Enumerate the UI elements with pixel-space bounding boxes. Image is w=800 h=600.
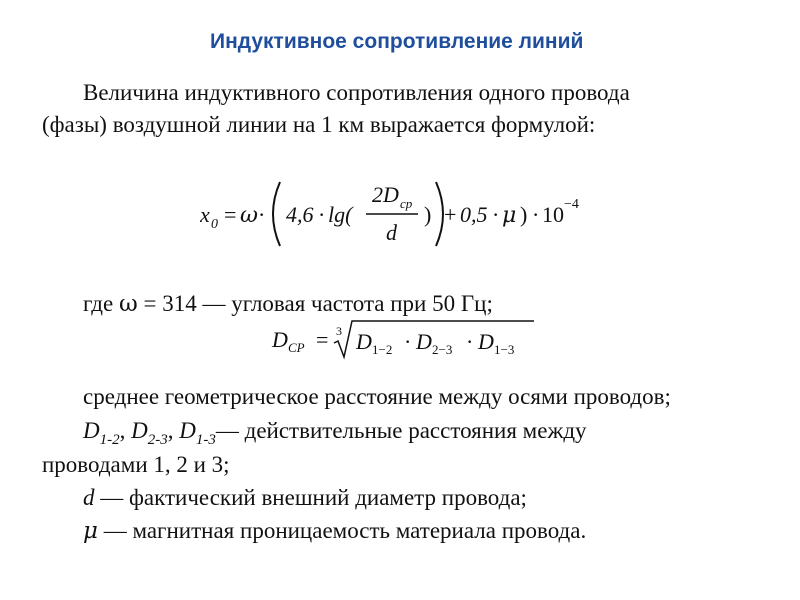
def-d12-sub: 1-2 bbox=[99, 432, 120, 448]
def-d-text: — фактический внешний диаметр провода; bbox=[94, 485, 527, 510]
def-d23: D bbox=[131, 418, 148, 443]
def-mu-text: — магнитная проницаемость материала провода. bbox=[97, 518, 587, 543]
mean-distance-formula bbox=[268, 317, 548, 361]
def-mu-symbol: μ bbox=[83, 518, 98, 544]
formula-lg: lg( bbox=[328, 202, 353, 227]
def-distances-line-1 bbox=[83, 414, 587, 451]
formula-c2: 0,5 bbox=[460, 202, 488, 227]
dcp-lhs: D bbox=[272, 327, 288, 352]
def-mean-distance: среднее геометрическое расстояние между осями проводов; bbox=[83, 384, 671, 409]
big-left-paren bbox=[273, 182, 280, 246]
formula-dcp-svg bbox=[268, 317, 548, 361]
omega-symbol: ω bbox=[118, 291, 138, 317]
def-diameter bbox=[83, 481, 527, 514]
formula-dot-2: · bbox=[318, 202, 326, 227]
def-d23-sub: 2-3 bbox=[147, 432, 168, 448]
def-d13-sub: 1-3 bbox=[195, 432, 216, 448]
dcp-d1: D bbox=[356, 329, 372, 354]
def-sep-1: , bbox=[119, 418, 132, 443]
slide-title: Индуктивное сопротивление линий bbox=[210, 30, 584, 53]
formula-mu: μ bbox=[502, 203, 517, 228]
intro-line-1: Величина индуктивного сопротивления одного провода bbox=[83, 80, 630, 105]
inductive-reactance-formula bbox=[200, 178, 620, 250]
big-right-paren bbox=[436, 182, 443, 246]
formula-eq: = bbox=[224, 202, 237, 227]
formula-plus: + bbox=[444, 202, 457, 227]
formula-num: 2D bbox=[372, 182, 399, 207]
formula-lhs: x bbox=[200, 202, 210, 227]
formula-close-1: ) bbox=[424, 202, 432, 227]
formula-dot-3: · bbox=[492, 202, 500, 227]
formula-dot-4: · bbox=[532, 202, 540, 227]
omega-line bbox=[83, 287, 493, 321]
dcp-root-index: 3 bbox=[336, 324, 342, 338]
formula-c1: 4,6 bbox=[286, 202, 314, 227]
dcp-dot-1: · bbox=[404, 329, 412, 354]
def-d12: D bbox=[83, 418, 100, 443]
formula-den: d bbox=[386, 220, 397, 245]
dcp-d2: D bbox=[416, 329, 432, 354]
def-d-symbol: d bbox=[83, 485, 95, 510]
formula-omega: ω bbox=[240, 203, 258, 228]
dcp-d1-sub: 1−2 bbox=[372, 342, 393, 357]
def-permeability bbox=[83, 514, 586, 548]
def-distances-line-2: проводами 1, 2 и 3; bbox=[42, 452, 230, 477]
formula-main-svg bbox=[200, 178, 620, 250]
dcp-d3-sub: 1−3 bbox=[494, 342, 515, 357]
intro-line-2: (фазы) воздушной линии на 1 км выражается формулой: bbox=[42, 112, 596, 137]
def-distances-text: — действительные расстояния между bbox=[215, 418, 587, 443]
omega-prefix: где bbox=[83, 291, 119, 316]
formula-dot-1: · bbox=[258, 202, 266, 227]
formula-num-sub: cp bbox=[400, 196, 413, 211]
dcp-lhs-sub: CP bbox=[288, 340, 305, 355]
formula-exp: −4 bbox=[564, 197, 579, 212]
dcp-dot-2: · bbox=[466, 329, 474, 354]
def-d13: D bbox=[179, 418, 196, 443]
formula-ten: 10 bbox=[542, 202, 564, 227]
formula-close-2: ) bbox=[520, 202, 528, 227]
def-sep-2: , bbox=[167, 418, 180, 443]
omega-text: = 314 — угловая частота при 50 Гц; bbox=[137, 291, 493, 316]
dcp-eq: = bbox=[316, 327, 329, 352]
dcp-d2-sub: 2−3 bbox=[432, 342, 453, 357]
dcp-d3: D bbox=[478, 329, 494, 354]
formula-lhs-sub: 0 bbox=[211, 217, 218, 232]
